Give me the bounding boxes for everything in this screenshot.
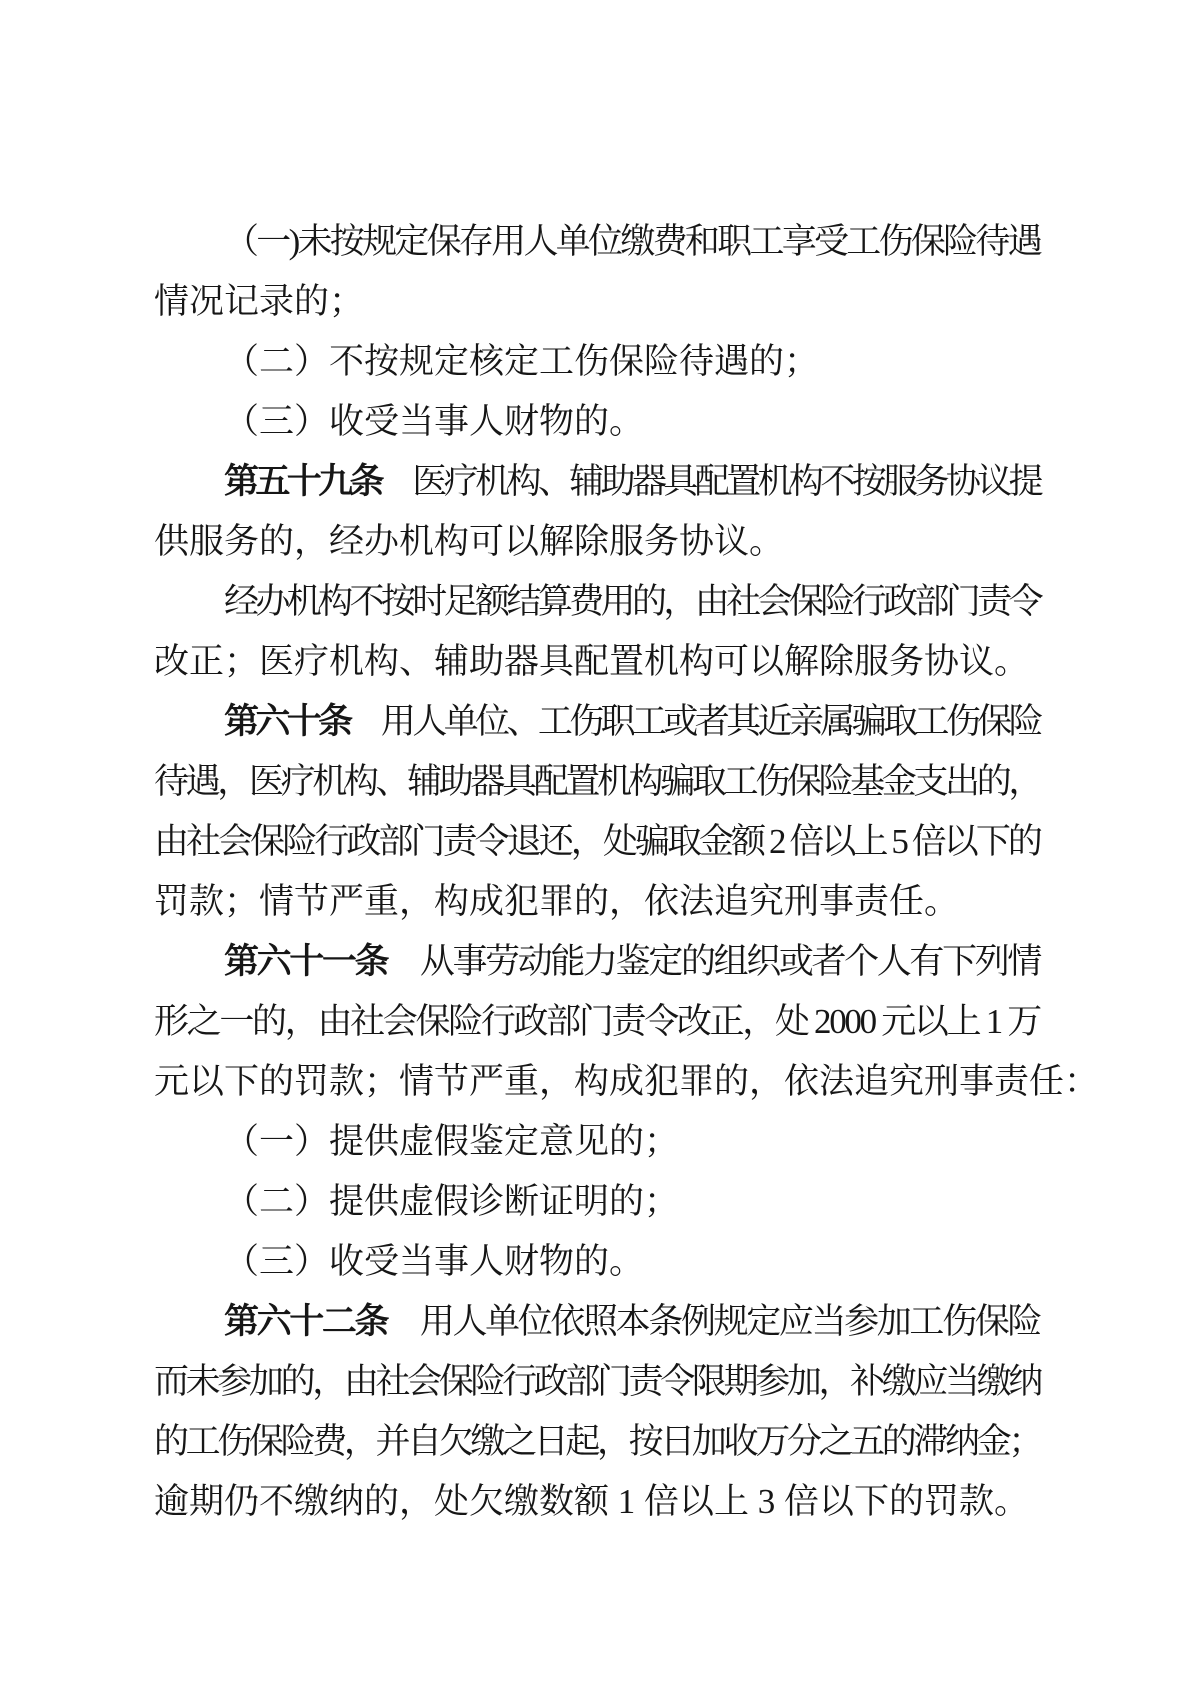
document-body	[154, 212, 1100, 1532]
text-line	[154, 632, 1040, 692]
text-segment: （二）不按规定核定工伤保险待遇的；	[224, 342, 820, 381]
text-line	[154, 212, 1040, 272]
text-line	[154, 572, 1040, 632]
text-segment: （一）提供虚假鉴定意见的；	[224, 1122, 680, 1161]
text-line	[154, 1112, 1040, 1172]
text-segment: （三）收受当事人财物的。	[224, 402, 645, 441]
text-segment: （二）提供虚假诊断证明的；	[224, 1182, 680, 1221]
text-line	[154, 752, 1040, 812]
text-segment: 供服务的，经办机构可以解除服务协议。	[154, 522, 785, 561]
text-segment: 从事劳动能力鉴定的组织或者个人有下列情	[387, 942, 1040, 981]
text-line	[154, 272, 1040, 332]
text-segment: 经办机构不按时足额结算费用的，由社会保险行政部门责令	[224, 582, 1040, 621]
text-segment: 罚款；情节严重，构成犯罪的，依法追究刑事责任。	[154, 882, 960, 921]
text-line	[154, 452, 1040, 512]
article-number: 第五十九条	[224, 462, 381, 501]
text-line	[154, 1232, 1040, 1292]
text-segment: 用人单位依照本条例规定应当参加工伤保险	[387, 1302, 1040, 1341]
text-segment: 由社会保险行政部门责令退还，处骗取金额 2 倍以上 5 倍以下的	[154, 822, 1040, 861]
text-segment: 医疗机构、辅助器具配置机构不按服务协议提	[380, 462, 1040, 501]
text-segment: 改正；医疗机构、辅助器具配置机构可以解除服务协议。	[154, 642, 1030, 681]
text-segment: 用人单位、工伤职工或者其近亲属骗取工伤保险	[349, 702, 1040, 741]
text-line	[154, 1052, 1100, 1112]
text-line	[154, 1352, 1040, 1412]
article-number: 第六十条	[224, 702, 350, 741]
text-line	[154, 1412, 1040, 1472]
text-line	[154, 692, 1040, 752]
article-number: 第六十二条	[224, 1302, 388, 1341]
text-line	[154, 992, 1040, 1052]
text-segment: （三）收受当事人财物的。	[224, 1242, 645, 1281]
text-segment: 的工伤保险费，并自欠缴之日起，按日加收万分之五的滞纳金；	[154, 1422, 1040, 1461]
text-line	[154, 1292, 1040, 1352]
text-line	[154, 1172, 1040, 1232]
text-segment: （一)未按规定保存用人单位缴费和职工享受工伤保险待遇	[224, 222, 1040, 261]
text-segment: 而未参加的，由社会保险行政部门责令限期参加，补缴应当缴纳	[154, 1362, 1040, 1401]
article-number: 第六十一条	[224, 942, 388, 981]
text-line	[154, 392, 1040, 452]
text-line	[154, 872, 1040, 932]
text-line	[154, 932, 1040, 992]
text-segment: 待遇，医疗机构、辅助器具配置机构骗取工伤保险基金支出的，	[154, 762, 1040, 801]
text-segment: 元以下的罚款；情节严重，构成犯罪的，依法追究刑事责任：	[154, 1062, 1100, 1101]
text-line	[154, 812, 1040, 872]
text-line	[154, 512, 1040, 572]
text-line	[154, 332, 1040, 392]
text-segment: 形之一的，由社会保险行政部门责令改正，处 2000 元以上 1 万	[154, 1002, 1040, 1041]
text-segment: 情况记录的；	[154, 282, 365, 321]
text-segment: 逾期仍不缴纳的，处欠缴数额 1 倍以上 3 倍以下的罚款。	[154, 1482, 1030, 1521]
text-line	[154, 1472, 1040, 1532]
